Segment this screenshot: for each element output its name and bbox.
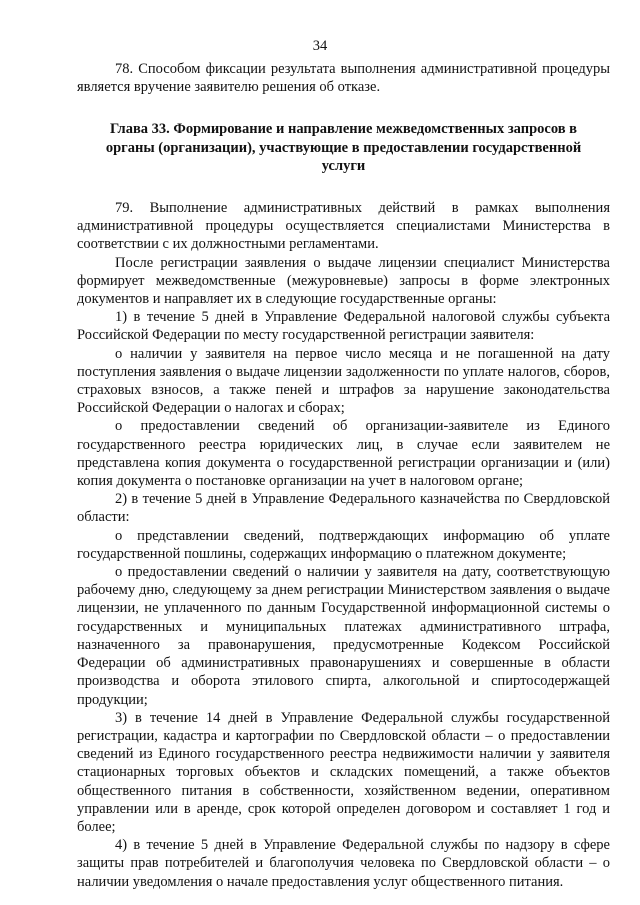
page-content [77,60,610,891]
paragraph-item-4: 4) в течение 5 дней в Управление Федеральной службы по надзору в сфере защиты прав потребителей и благополучия человека по Свердловской области – о наличии уведомления о начале предоставления услуг общественного питания. [77,837,610,890]
paragraph-item-1-registry: о предоставлении сведений об организации-заявителе из Единого государственного реестра юридических лиц, в случае если заявителем не представлена копия документа о государственной регистрации организации и (или) копия документа о постановке организации на учет в налоговом органе; [77,418,610,490]
paragraph-item-2-fine: о предоставлении сведений о наличии у заявителя на дату, соответствующую рабочему дню, следующему за днем регистрации Министерством заявления о выдаче лицензии, не уплаченного по данным Государственной информационной системы о государственных и муниципальных платежах административного штрафа, назначенного за правонарушения, предусмотренные Кодексом Российской Федерации об административных правонарушениях и совершенные в области производства и оборота этилового спирта, алкогольной и спиртосодержащей продукции; [77,564,610,708]
paragraph-item-1: 1) в течение 5 дней в Управление Федеральной налоговой службы субъекта Российской Федерации по месту государственной регистрации заявителя: [77,309,610,344]
paragraph-item-2: 2) в течение 5 дней в Управление Федерального казначейства по Свердловской области: [77,491,610,526]
paragraph-79: 79. Выполнение административных действий в рамках выполнения административной процедуры осуществляется специалистами Министерства в соответствии с их должностными регламентами. [77,200,610,253]
paragraph-request-intro: После регистрации заявления о выдаче лицензии специалист Министерства формирует межведомственные (межуровневые) запросы в форме электронных документов и направляет их в следующие государственные органы: [77,254,610,308]
chapter-heading: Глава 33. Формирование и направление межведомственных запросов в органы (организации), участвующие в предоставлении государственной услуги [105,121,582,174]
paragraph-item-3: 3) в течение 14 дней в Управление Федеральной службы государственной регистрации, кадастра и картографии по Свердловской области – о предоставлении сведений из Единого государственного реестра недвижимости наличии у заявителя стационарных торговых объектов и складских помещений, а также объектов общественного питания в собственности, хозяйственном ведении, оперативном управлении или в аренде, срок которой определен договором и составляет 1 год и более; [77,709,610,835]
paragraph-item-2-duty: о представлении сведений, подтверждающих информацию об уплате государственной пошлины, содержащих информацию о платежном документе; [77,527,610,562]
paragraph-78: 78. Способом фиксации результата выполнения административной процедуры является вручение заявителю решения об отказе. [77,61,610,96]
paragraph-item-1-tax-debt: о наличии у заявителя на первое число месяца и не погашенной на дату поступления заявления о выдаче лицензии задолженности по уплате налогов, сборов, страховых взносов, а также пеней и штрафов за нарушение законодательства Российской Федерации о налогах и сборах; [77,345,610,417]
page-number: 34 [312,38,328,54]
